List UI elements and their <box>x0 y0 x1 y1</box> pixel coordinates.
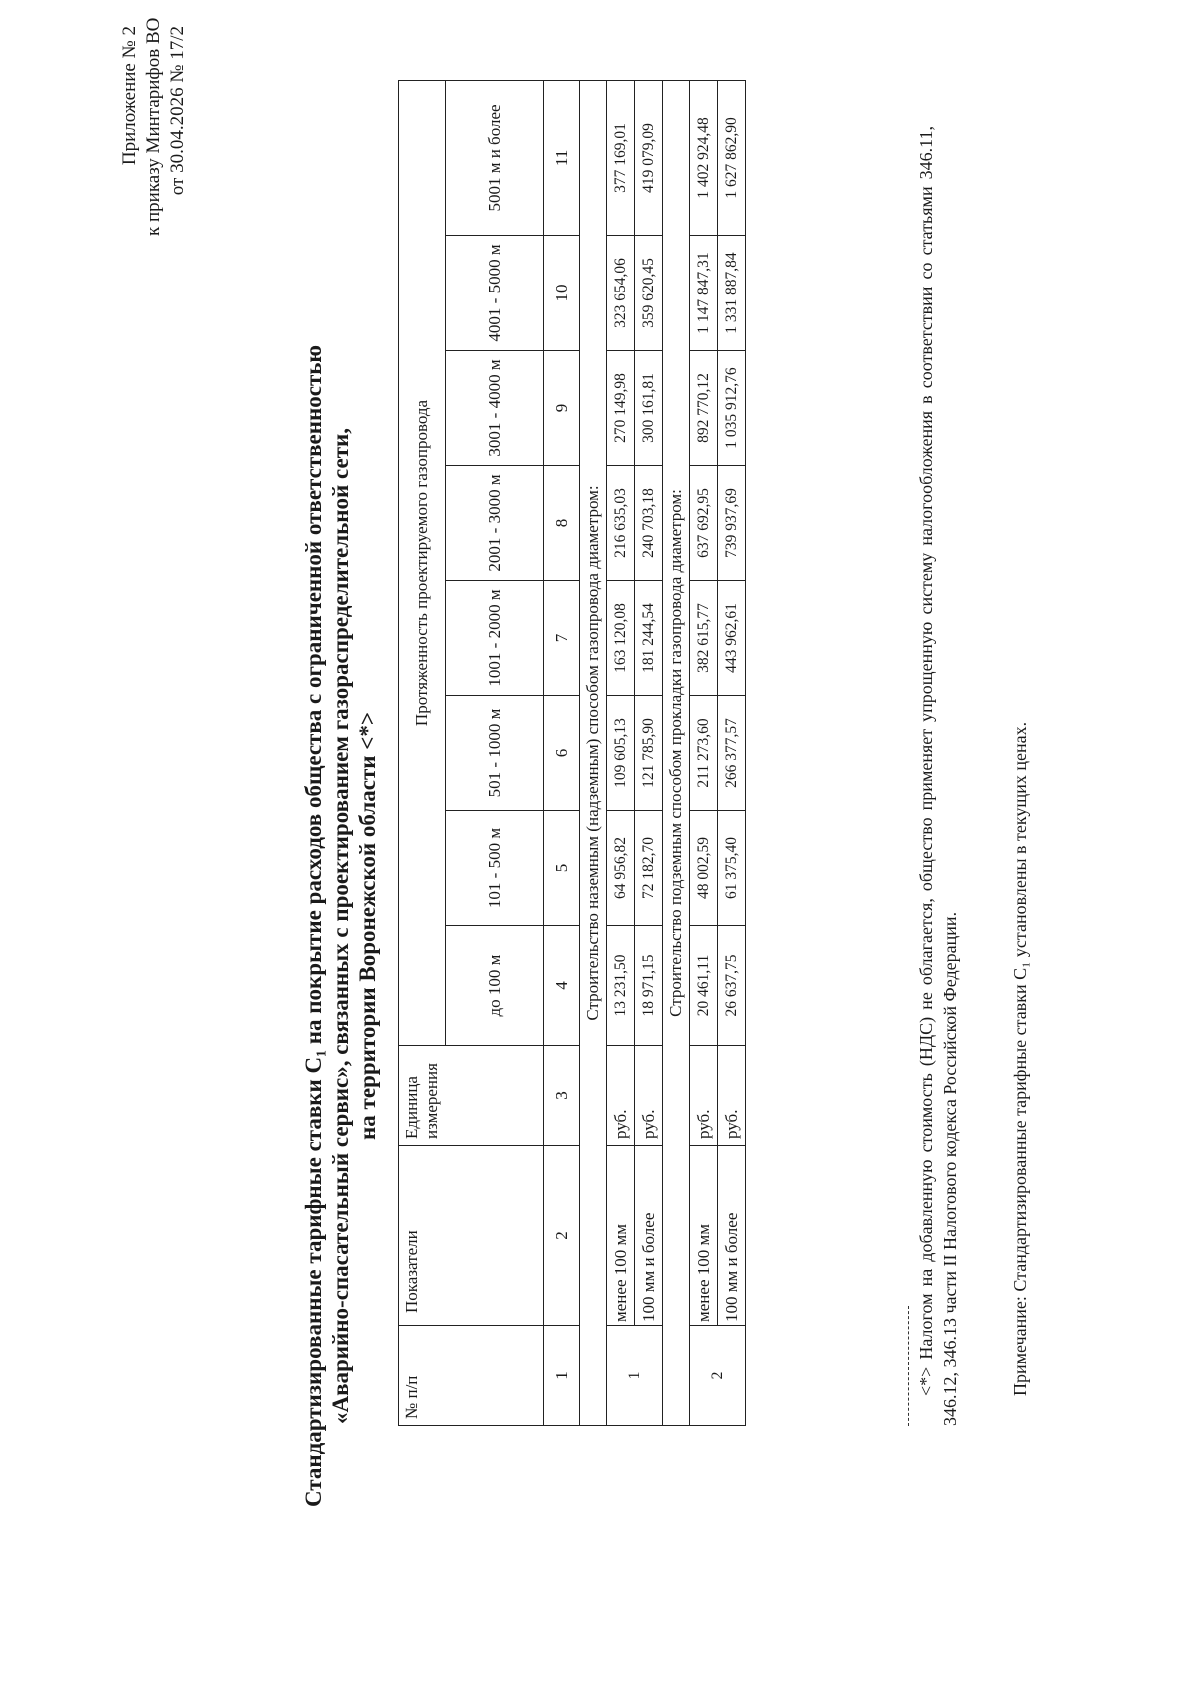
row-value: 109 605,13 <box>607 696 635 811</box>
table-row <box>607 80 635 1425</box>
row-value: 1 627 862,90 <box>718 80 746 235</box>
row-value: 240 703,18 <box>635 466 663 581</box>
row-value: 443 962,61 <box>718 581 746 696</box>
footnote-separator <box>908 1306 909 1426</box>
row-value: 1 035 912,76 <box>718 351 746 466</box>
document-title <box>300 156 381 1696</box>
row-value: 20 461,11 <box>690 926 718 1046</box>
row-value: 26 637,75 <box>718 926 746 1046</box>
header-row <box>399 80 446 1425</box>
row-value: 211 273,60 <box>690 696 718 811</box>
row-value: 892 770,12 <box>690 351 718 466</box>
column-number-row <box>544 80 580 1425</box>
table-row <box>635 80 663 1425</box>
table-row <box>690 80 718 1425</box>
row-value: 216 635,03 <box>607 466 635 581</box>
row-value: 270 149,98 <box>607 351 635 466</box>
row-value: 1 147 847,31 <box>690 236 718 351</box>
row-unit: руб. <box>718 1046 746 1146</box>
row-value: 18 971,15 <box>635 926 663 1046</box>
section-title: Строительство наземным (надземным) способом газопровода диаметром: <box>580 80 607 1425</box>
row-unit: руб. <box>635 1046 663 1146</box>
row-value: 739 937,69 <box>718 466 746 581</box>
row-value: 419 079,09 <box>635 80 663 235</box>
header-range: 1001 - 2000 м <box>446 581 544 696</box>
column-number: 11 <box>544 80 580 235</box>
row-value: 163 120,08 <box>607 581 635 696</box>
header-number: № п/п <box>399 1326 544 1426</box>
header-indicator: Показатели <box>399 1146 544 1326</box>
appendix-reference <box>118 17 190 236</box>
column-number: 8 <box>544 466 580 581</box>
title-line: «Аварийно-спасательный сервис», связанных с проектированием газораспределительной сети, <box>328 427 353 1425</box>
appendix-line: Приложение № 2 <box>119 26 140 166</box>
column-number: 5 <box>544 811 580 926</box>
row-value: 377 169,01 <box>607 80 635 235</box>
column-number: 2 <box>544 1146 580 1326</box>
tariff-table <box>398 80 746 1426</box>
row-number: 2 <box>690 1326 746 1426</box>
section-title: Строительство подземным способом прокладки газопровода диаметром: <box>663 80 690 1425</box>
appendix-line: от 30.04.2026 № 17/2 <box>167 26 188 196</box>
row-value: 300 161,81 <box>635 351 663 466</box>
section-row <box>580 80 607 1425</box>
column-number: 10 <box>544 236 580 351</box>
row-value: 64 956,82 <box>607 811 635 926</box>
row-value: 1 331 887,84 <box>718 236 746 351</box>
header-range: 501 - 1000 м <box>446 696 544 811</box>
column-number: 1 <box>544 1326 580 1426</box>
row-value: 359 620,45 <box>635 236 663 351</box>
row-number: 1 <box>607 1326 663 1426</box>
header-range: 101 - 500 м <box>446 811 544 926</box>
row-unit: руб. <box>607 1046 635 1146</box>
row-unit: руб. <box>690 1046 718 1146</box>
column-number: 4 <box>544 926 580 1046</box>
title-line: на территории Воронежской области <*> <box>355 712 380 1140</box>
header-range: 4001 - 5000 м <box>446 236 544 351</box>
row-value: 121 785,90 <box>635 696 663 811</box>
row-value: 382 615,77 <box>690 581 718 696</box>
header-range: 5001 м и более <box>446 80 544 235</box>
row-indicator: менее 100 мм <box>690 1146 718 1326</box>
section-row <box>663 80 690 1425</box>
row-value: 323 654,06 <box>607 236 635 351</box>
row-value: 48 002,59 <box>690 811 718 926</box>
row-value: 13 231,50 <box>607 926 635 1046</box>
table-row <box>718 80 746 1425</box>
column-number: 6 <box>544 696 580 811</box>
note: Примечание: Стандартизированные тарифные ставки С₁ установлены в текущих ценах. <box>1010 721 1030 1396</box>
row-indicator: менее 100 мм <box>607 1146 635 1326</box>
title-line: Стандартизированные тарифные ставки С₁ на покрытие расходов общества с ограниченной ответственностью <box>301 345 326 1507</box>
row-indicator: 100 мм и более <box>635 1146 663 1326</box>
column-number: 3 <box>544 1046 580 1146</box>
row-value: 72 182,70 <box>635 811 663 926</box>
row-value: 1 402 924,48 <box>690 80 718 235</box>
header-range: до 100 м <box>446 926 544 1046</box>
row-value: 181 244,54 <box>635 581 663 696</box>
column-number: 7 <box>544 581 580 696</box>
header-length-group: Протяженность проектируемого газопровода <box>399 80 446 1045</box>
header-range: 2001 - 3000 м <box>446 466 544 581</box>
appendix-line: к приказу Минтарифов ВО <box>143 17 164 236</box>
column-number: 9 <box>544 351 580 466</box>
row-value: 637 692,95 <box>690 466 718 581</box>
header-range: 3001 - 4000 м <box>446 351 544 466</box>
footnote: <*> Налогом на добавленную стоимость (НДС) не облагается, общество применяет упрощенную систему налогообложения в соответствии со статьями 346.11, 346.12, 346.13 части II Налогового кодекса Российской Федерации. <box>916 126 960 1426</box>
row-value: 266 377,57 <box>718 696 746 811</box>
row-indicator: 100 мм и более <box>718 1146 746 1326</box>
header-unit: Единица измерения <box>399 1046 544 1146</box>
row-value: 61 375,40 <box>718 811 746 926</box>
